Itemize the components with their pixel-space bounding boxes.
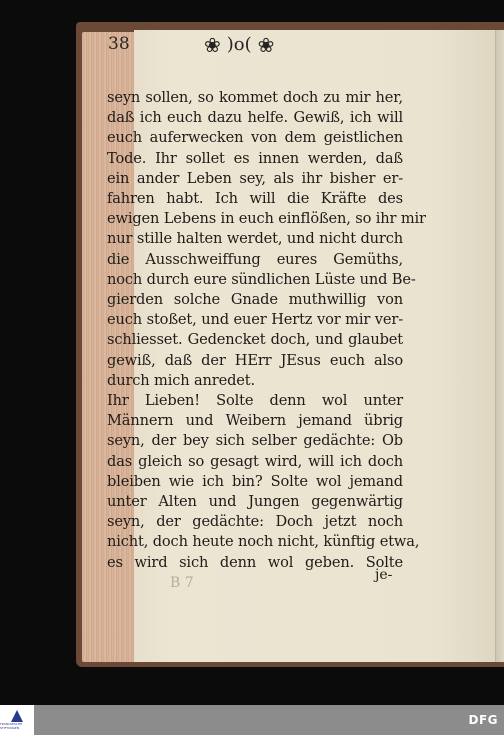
text-line: gewiß, daß der HErr JEsus euch also — [107, 351, 403, 369]
text-line: nicht, doch heute noch nicht, künftig etwa, — [107, 533, 420, 551]
page-header — [108, 34, 398, 60]
library-logo-icon — [11, 710, 23, 722]
text-line: bleiben wie ich bin? Solte wol jemand — [107, 472, 403, 490]
text-line: ein ander Leben sey, als ihr bisher er- — [107, 169, 403, 187]
text-line: die Ausschweiffung eures Gemüths, — [107, 250, 403, 268]
page-number: 38 — [108, 34, 130, 54]
footer-bar — [0, 705, 504, 735]
text-line: seyn, der bey sich selber gedächte: Ob — [107, 432, 403, 450]
text-line: seyn, der gedächte: Doch jetzt noch — [107, 513, 403, 531]
page-right-edge — [495, 30, 504, 662]
text-line: seyn sollen, so kommet doch zu mir her, — [107, 89, 403, 106]
text-line: unter Alten und Jungen gegenwärtig — [107, 493, 403, 511]
text-line: nur stille halten werdet, und nicht durch — [107, 230, 403, 248]
rosette-icon: ❀ — [257, 32, 275, 57]
text-line: ewigen Lebens in euch einflößen, so ihr mir — [107, 210, 426, 228]
library-logo[interactable] — [0, 705, 34, 735]
rosette-icon: ❀ — [204, 32, 221, 57]
library-logo-text: FRANCKESCHE STIFTUNGEN — [0, 722, 23, 730]
text-line: es wird sich denn wol geben. Solte — [107, 553, 403, 571]
dfg-logo[interactable]: DFG — [468, 713, 498, 727]
body-text — [107, 88, 426, 573]
text-line: euch auferwecken von dem geistlichen — [107, 129, 403, 147]
catchword: je- — [375, 567, 393, 583]
text-line: Ihr Lieben! Solte denn wol unter — [107, 392, 403, 410]
text-line: durch mich anredet. — [107, 371, 255, 389]
ornament-center: )o( — [226, 34, 252, 55]
text-line: Männern und Weibern jemand übrig — [107, 412, 403, 430]
text-line: euch stoßet, und euer Hertz vor mir ver- — [107, 311, 403, 329]
text-line: Tode. Ihr sollet es innen werden, daß — [107, 149, 403, 167]
header-ornament — [204, 34, 274, 55]
text-line: noch durch eure sündlichen Lüste und Be- — [107, 270, 416, 288]
text-line: daß ich euch dazu helfe. Gewiß, ich will — [107, 109, 403, 127]
text-line: gierden solche Gnade muthwillig von — [107, 291, 403, 309]
bleed-through-text: B 7 — [170, 575, 194, 591]
text-line: das gleich so gesagt wird, will ich doch — [107, 452, 403, 470]
text-line: fahren habt. Ich will die Kräfte des — [107, 190, 403, 208]
text-line: schliesset. Gedencket doch, und glaubet — [107, 331, 403, 349]
